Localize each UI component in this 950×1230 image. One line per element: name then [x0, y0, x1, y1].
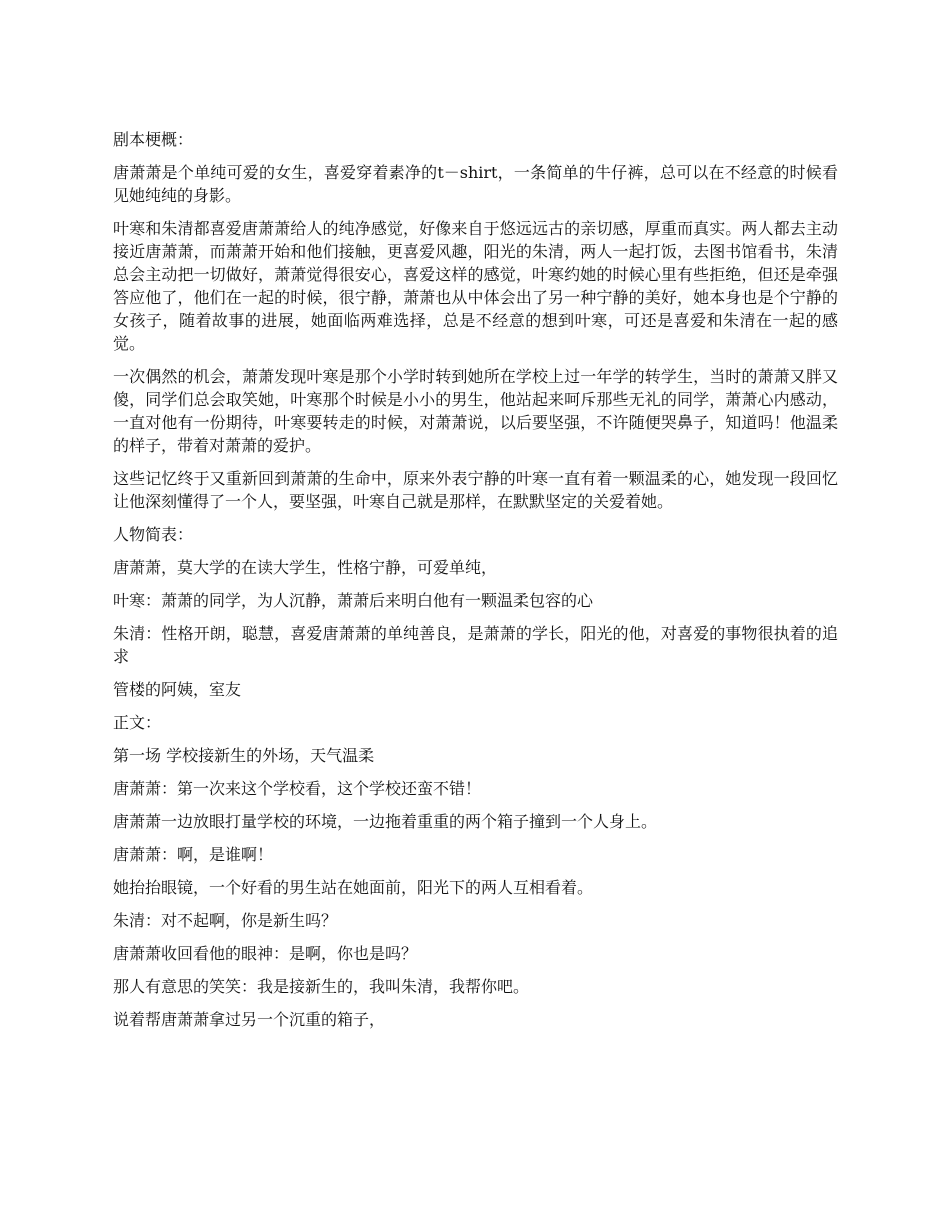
synopsis-paragraph: 这些记忆终于又重新回到萧萧的生命中，原来外表宁静的叶寒一直有着一颗温柔的心，她发现一段回忆让他深刻懂得了一个人，要坚强，叶寒自己就是那样，在默默坚定的关爱着她。	[113, 469, 838, 511]
script-line: 她抬抬眼镜，一个好看的男生站在她面前，阳光下的两人互相看着。	[113, 878, 594, 897]
scene-heading: 第一场 学校接新生的外场，天气温柔	[113, 746, 375, 765]
character-entry: 唐萧萧，莫大学的在读大学生，性格宁静，可爱单纯，	[113, 558, 498, 577]
script-line: 唐萧萧：啊，是谁啊！	[113, 845, 274, 864]
script-line: 朱清：对不起啊，你是新生吗？	[113, 911, 338, 930]
heading-characters: 人物简表：	[113, 525, 194, 544]
synopsis-paragraph: 唐萧萧是个单纯可爱的女生，喜爱穿着素净的t－shirt，一条简单的牛仔裤，总可以在不经意的时候看见她纯纯的身影。	[113, 163, 838, 205]
synopsis-paragraph: 叶寒和朱清都喜爱唐萧萧给人的纯净感觉，好像来自于悠远远古的亲切感，厚重而真实。两人都去主动接近唐萧萧，而萧萧开始和他们接触，更喜爱风趣，阳光的朱清，两人一起打饭，去图书馆看书，朱清总会主动把一切做好，萧萧觉得很安心，喜爱这样的感觉，叶寒约她的时候心里有些拒绝，但还是牵强答应他了，他们在一起的时候，很宁静，萧萧也从中体会出了另一种宁静的美好，她本身也是个宁静的女孩子，随着故事的进展，她面临两难选择，总是不经意的想到叶寒，可还是喜爱和朱清在一起的感觉。	[113, 219, 838, 353]
script-line: 那人有意思的笑笑：我是接新生的，我叫朱清，我帮你吧。	[113, 977, 530, 996]
script-line: 说着帮唐萧萧拿过另一个沉重的箱子，	[113, 1010, 386, 1029]
character-entry: 朱清：性格开朗，聪慧，喜爱唐萧萧的单纯善良，是萧萧的学长，阳光的他，对喜爱的事物很执着的追求	[113, 624, 838, 666]
script-line: 唐萧萧一边放眼打量学校的环境，一边拖着重重的两个箱子撞到一个人身上。	[113, 812, 658, 831]
script-line: 唐萧萧：第一次来这个学校看，这个学校还蛮不错！	[113, 779, 482, 798]
heading-main-text: 正文：	[113, 713, 162, 732]
heading-synopsis: 剧本梗概：	[113, 130, 194, 149]
script-line: 唐萧萧收回看他的眼神：是啊，你也是吗？	[113, 944, 418, 963]
character-entry: 叶寒：萧萧的同学，为人沉静，萧萧后来明白他有一颗温柔包容的心	[113, 591, 594, 610]
synopsis-paragraph: 一次偶然的机会，萧萧发现叶寒是那个小学时转到她所在学校上过一年学的转学生，当时的萧萧又胖又傻，同学们总会取笑她，叶寒那个时候是小小的男生，他站起来呵斥那些无礼的同学，萧萧心内感动，一直对他有一份期待，叶寒要转走的时候，对萧萧说，以后要坚强，不许随便哭鼻子，知道吗！他温柔的样子，带着对萧萧的爱护。	[113, 367, 838, 455]
character-entry: 管楼的阿姨，室友	[113, 680, 242, 699]
